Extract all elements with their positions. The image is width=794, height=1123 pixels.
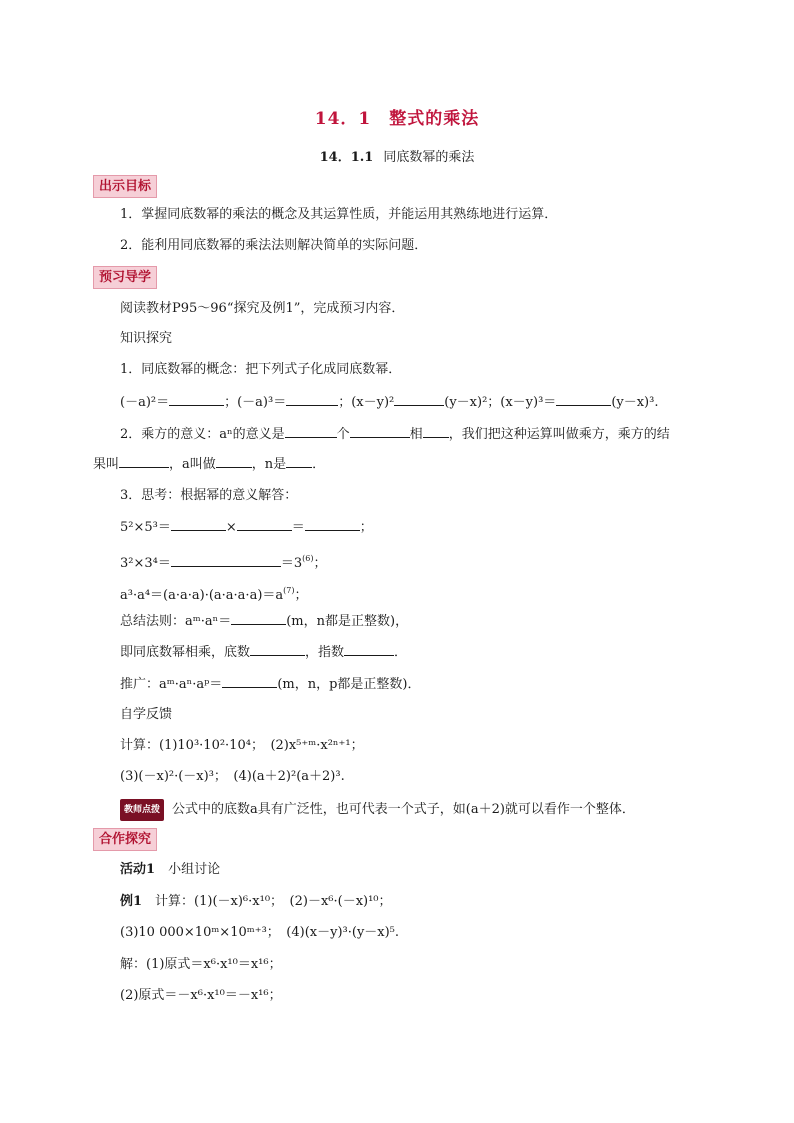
expr-e: (y－x)³. bbox=[611, 395, 659, 410]
rule-b: (m，n都是正整数)， bbox=[286, 614, 409, 629]
item2-text-a: 2．乘方的意义：aⁿ的意义是 bbox=[120, 427, 285, 442]
feedback-heading: 自学反馈 bbox=[120, 707, 173, 722]
blank bbox=[222, 675, 277, 688]
item2-text-g: ，n是 bbox=[251, 457, 287, 472]
item2-text-d: ，我们把这种运算叫做乘方，乘方的结 bbox=[448, 427, 670, 442]
blank bbox=[169, 393, 224, 406]
teacher-note bbox=[120, 799, 635, 821]
teacher-tag: 教师点拨 bbox=[120, 799, 164, 821]
item2-line1 bbox=[120, 425, 670, 444]
blank bbox=[119, 455, 169, 468]
calc-line-1: 计算：(1)10³·10²·10⁴； (2)x⁵⁺ᵐ·x²ⁿ⁺¹； bbox=[120, 738, 364, 753]
item1-exprs bbox=[120, 393, 658, 412]
section-preview-header: 预习导学 bbox=[93, 266, 157, 289]
expr-c: ；(x－y)² bbox=[338, 395, 395, 410]
item1-text: 1．同底数幂的概念：把下列式子化成同底数幂． bbox=[120, 362, 402, 377]
blank bbox=[216, 455, 252, 468]
blank bbox=[285, 425, 337, 438]
blank bbox=[423, 425, 449, 438]
activity-heading bbox=[120, 861, 220, 879]
blank bbox=[394, 393, 444, 406]
eq3-sup: (7) bbox=[283, 586, 295, 595]
example-1-text: 计算：(1)(－x)⁶·x¹⁰； (2)－x⁶·(－x)¹⁰； bbox=[142, 894, 392, 909]
item2-text-c: 相 bbox=[409, 427, 423, 442]
knowledge-heading: 知识探究 bbox=[120, 331, 173, 346]
item2-line2 bbox=[93, 455, 325, 474]
item3-text: 3．思考：根据幂的意义解答： bbox=[120, 488, 298, 503]
section-coop-header: 合作探究 bbox=[93, 828, 157, 851]
eq2-c: ； bbox=[313, 556, 327, 571]
blank bbox=[305, 518, 360, 531]
eq3-b: ； bbox=[294, 588, 308, 603]
blank bbox=[237, 518, 292, 531]
eq2-a: 3²×3⁴＝ bbox=[120, 556, 171, 571]
preview-read: 阅读教材P95～96“探究及例1”，完成预习内容． bbox=[120, 301, 405, 316]
eq2-sup: (6) bbox=[302, 554, 314, 563]
teacher-note-text: 公式中的底数a具有广泛性，也可代表一个式子，如(a＋2)就可以看作一个整体． bbox=[172, 802, 635, 817]
eq1-d: ； bbox=[359, 520, 373, 535]
rule2-c: ． bbox=[394, 645, 408, 660]
eq2-b: ＝3 bbox=[280, 556, 303, 571]
solution-2: (2)原式＝－x⁶·x¹⁰＝－x¹⁶； bbox=[120, 988, 282, 1003]
eq3-a: a³·a⁴＝(a·a·a)·(a·a·a·a)＝a bbox=[120, 588, 284, 603]
calc-line-2: (3)(－x)²·(－x)³； (4)(a＋2)²(a＋2)³. bbox=[120, 769, 345, 784]
expr-a: (－a)²＝ bbox=[120, 395, 170, 410]
solution-1: 解：(1)原式＝x⁶·x¹⁰＝x¹⁶； bbox=[120, 957, 282, 972]
subtitle-text: 同底数幂的乘法 bbox=[383, 150, 475, 165]
rule bbox=[120, 612, 408, 631]
rule2-a: 即同底数幂相乘，底数 bbox=[120, 645, 251, 660]
section-goals-header: 出示目标 bbox=[93, 175, 157, 198]
blank bbox=[231, 612, 286, 625]
example-1 bbox=[120, 893, 392, 911]
expr-b: ；(－a)³＝ bbox=[224, 395, 287, 410]
eq3 bbox=[120, 582, 308, 605]
expr-d: (y－x)²；(x－y)³＝ bbox=[444, 395, 557, 410]
item2-text-h: ． bbox=[312, 457, 326, 472]
eq1 bbox=[120, 518, 373, 537]
blank bbox=[556, 393, 611, 406]
eq1-c: ＝ bbox=[291, 520, 305, 535]
rule2-b: ，指数 bbox=[305, 645, 345, 660]
item2-text-e: 果叫 bbox=[93, 457, 120, 472]
blank bbox=[350, 425, 410, 438]
eq2 bbox=[120, 550, 327, 573]
rule2 bbox=[120, 643, 407, 662]
blank bbox=[250, 643, 305, 656]
ext-a: 推广：aᵐ·aⁿ·aᵖ＝ bbox=[120, 677, 223, 692]
eq1-b: × bbox=[225, 520, 237, 535]
blank bbox=[344, 643, 394, 656]
subtitle-number: 14．1.1 bbox=[319, 150, 374, 165]
blank bbox=[171, 554, 281, 567]
goal-1: 1．掌握同底数幂的乘法的概念及其运算性质，并能运用其熟练地进行运算． bbox=[120, 207, 558, 222]
blank bbox=[286, 455, 312, 468]
example-1-cont: (3)10 000×10ᵐ×10ᵐ⁺³； (4)(x－y)³·(y－x)⁵. bbox=[120, 925, 400, 940]
page-subtitle bbox=[0, 146, 794, 165]
ext-b: (m，n，p都是正整数)． bbox=[277, 677, 421, 692]
activity-label: 活动1 bbox=[120, 862, 156, 877]
rule-a: 总结法则：aᵐ·aⁿ＝ bbox=[120, 614, 232, 629]
extension bbox=[120, 675, 420, 694]
activity-name: 小组讨论 bbox=[168, 862, 221, 877]
eq1-a: 5²×5³＝ bbox=[120, 520, 171, 535]
page-title: 14．1 整式的乘法 bbox=[314, 109, 480, 129]
blank bbox=[171, 518, 226, 531]
goal-2: 2．能利用同底数幂的乘法法则解决简单的实际问题． bbox=[120, 238, 428, 253]
blank bbox=[286, 393, 338, 406]
item2-text-b: 个 bbox=[336, 427, 350, 442]
item2-text-f: ，a叫做 bbox=[169, 457, 216, 472]
example-label: 例1 bbox=[120, 894, 143, 909]
